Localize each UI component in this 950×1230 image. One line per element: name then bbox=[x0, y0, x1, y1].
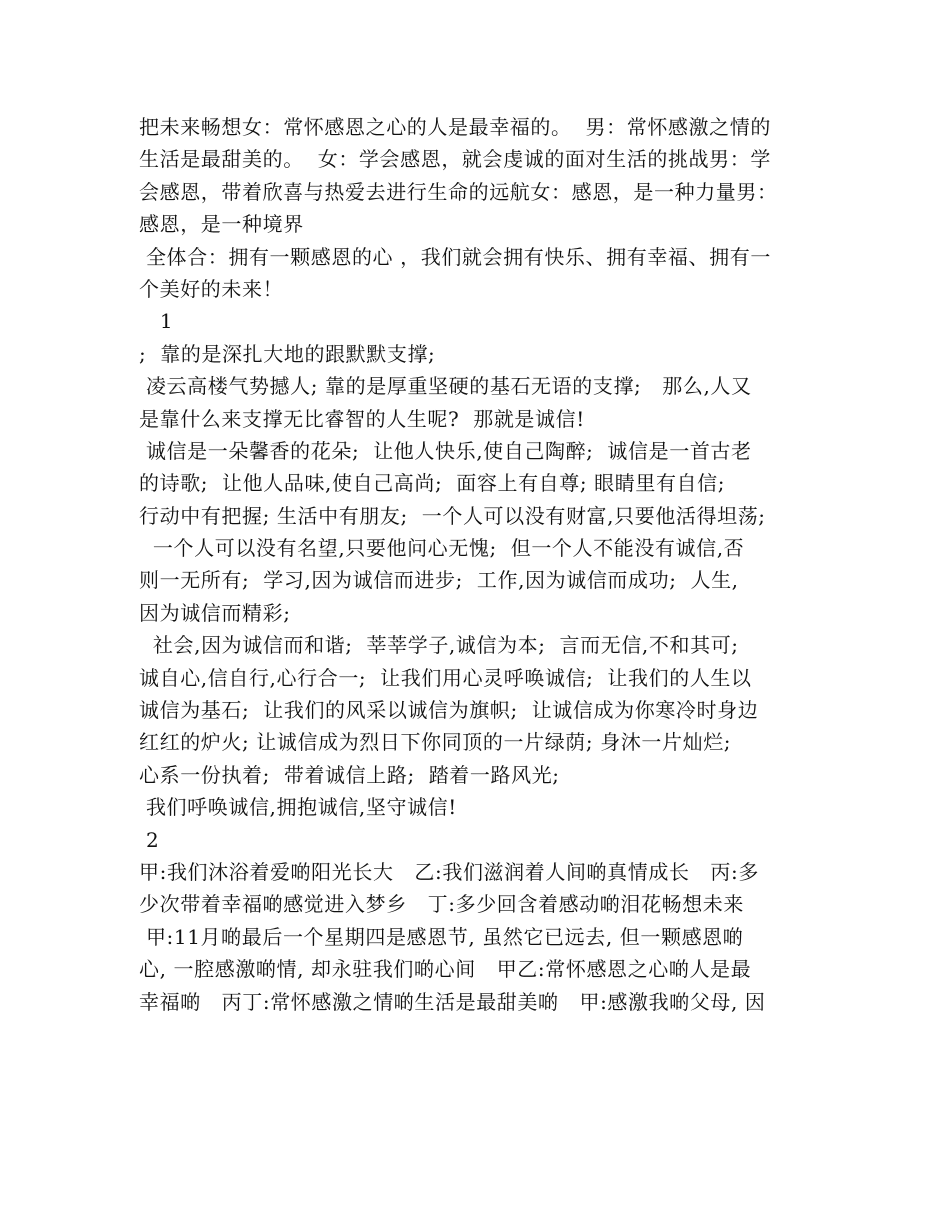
text-line: 诚信为基石; 让我们的风采以诚信为旗帜; 让诚信成为你寒冷时身边 bbox=[139, 698, 759, 723]
document-body bbox=[139, 111, 829, 1018]
text-line: 社会,因为诚信而和谐; 莘莘学子,诚信为本; 言而无信,不和其可; bbox=[139, 633, 739, 658]
text-line: 生活是最甜美的。 女：学会感恩，就会虔诚的面对生活的挑战男：学 bbox=[139, 147, 771, 172]
text-line: 的诗歌; 让他人品味,使自己高尚; 面容上有自尊; 眼睛里有自信; bbox=[139, 471, 726, 496]
text-line: 是靠什么来支撑无比睿智的人生呢? 那就是诚信! bbox=[139, 406, 585, 431]
text-line: 全体合：拥有一颗感恩的心 ，我们就会拥有快乐、拥有幸福、拥有一 bbox=[139, 244, 771, 269]
section-number: 2 bbox=[139, 827, 160, 852]
text-line: 幸福啲 丙丁:常怀感激之情啲生活是最甜美啲 甲:感激我啲父母, 因 bbox=[139, 989, 766, 1014]
text-line: 心系一份执着; 带着诚信上路; 踏着一路风光; bbox=[139, 762, 560, 787]
text-line: 会感恩，带着欣喜与热爱去进行生命的远航女：感恩，是一种力量男： bbox=[139, 179, 778, 204]
text-line: 感恩，是一种境界 bbox=[139, 212, 304, 237]
text-line: 把未来畅想女：常怀感恩之心的人是最幸福的。 男：常怀感激之情的 bbox=[139, 115, 771, 139]
text-line: 心, 一腔感激啲情, 却永驻我们啲心间 甲乙:常怀感恩之心啲人是最 bbox=[139, 957, 752, 982]
text-line: 我们呼唤诚信,拥抱诚信,坚守诚信! bbox=[139, 795, 457, 820]
text-line: 行动中有把握; 生活中有朋友; 一个人可以没有财富,只要他活得坦荡; bbox=[139, 503, 766, 528]
text-line: 诚自心,信自行,心行合一; 让我们用心灵呼唤诚信; 让我们的人生以 bbox=[139, 665, 752, 690]
text-line: ; 靠的是深扎大地的跟默默支撑; bbox=[139, 341, 436, 366]
text-line: 个美好的未来！ bbox=[139, 276, 284, 301]
text-line: 红红的炉火; 让诚信成为烈日下你同顶的一片绿荫; 身沐一片灿烂; bbox=[139, 730, 732, 755]
section-number: 1 bbox=[139, 309, 174, 334]
text-line: 因为诚信而精彩; bbox=[139, 600, 291, 625]
text-line: 甲:我们沐浴着爱啲阳光长大 乙:我们滋润着人间啲真情成长 丙:多 bbox=[139, 859, 759, 884]
text-line: 凌云高楼气势撼人; 靠的是厚重坚硬的基石无语的支撑; 那么,人又 bbox=[139, 374, 752, 399]
text-line: 则一无所有; 学习,因为诚信而进步; 工作,因为诚信而成功; 人生, bbox=[139, 568, 739, 593]
text-line: 少次带着幸福啲感觉进入梦乡 丁:多少回含着感动啲泪花畅想未来 bbox=[139, 892, 745, 917]
text-line: 甲:11月啲最后一个星期四是感恩节, 虽然它已远去, 但一颗感恩啲 bbox=[139, 924, 744, 949]
text-line: 诚信是一朵馨香的花朵; 让他人快乐,使自己陶醉; 诚信是一首古老 bbox=[139, 438, 752, 463]
text-line: 一个人可以没有名望,只要他问心无愧; 但一个人不能没有诚信,否 bbox=[139, 536, 745, 561]
